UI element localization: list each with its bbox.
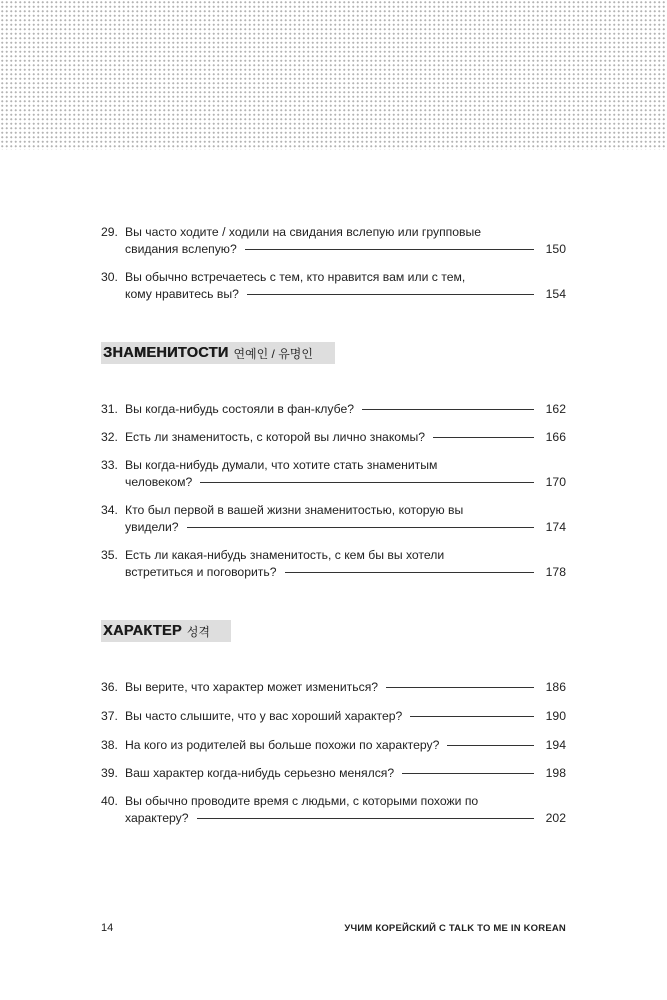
section-header-character <box>101 620 231 642</box>
entry-text-line2: характеру? <box>125 811 189 825</box>
dot-pattern-banner <box>0 0 667 150</box>
entry-page-number: 170 <box>545 475 566 489</box>
toc-entry-36[interactable] <box>101 679 566 696</box>
toc-entry-38[interactable] <box>101 737 566 754</box>
entry-number: 32. <box>101 430 118 444</box>
entry-text-line2: встретиться и поговорить? <box>125 565 277 579</box>
dot-leader <box>197 818 535 819</box>
entry-text: Ваш характер когда-нибудь серьезно менялся? <box>125 766 395 780</box>
entry-page-number: 194 <box>545 738 566 752</box>
entry-page-number: 186 <box>545 680 566 694</box>
section-title-ko: 성격 <box>186 624 211 639</box>
entry-page-number: 190 <box>545 709 566 723</box>
entry-text-line1: Кто был первой в вашей жизни знаменитостью, которую вы <box>125 503 464 517</box>
footer-page-number: 14 <box>101 922 114 934</box>
entry-page-number: 162 <box>545 402 566 416</box>
dot-leader <box>247 294 534 295</box>
entry-text-line2: свидания вслепую? <box>125 242 237 256</box>
entry-number: 31. <box>101 402 118 416</box>
entry-text-line1: Вы когда-нибудь думали, что хотите стать знаменитым <box>125 458 438 472</box>
dot-leader <box>433 437 534 438</box>
dot-leader <box>362 409 534 410</box>
entry-page-number: 174 <box>545 520 566 534</box>
entry-text: Вы часто слышите, что у вас хороший характер? <box>125 709 403 723</box>
entry-text-line2: кому нравитесь вы? <box>125 287 239 301</box>
entry-number: 40. <box>101 794 118 808</box>
entry-text-line1: Есть ли какая-нибудь знаменитость, с кем бы вы хотели <box>125 548 445 562</box>
dot-leader <box>200 482 534 483</box>
entry-number: 38. <box>101 738 118 752</box>
toc-entry-32[interactable] <box>101 429 566 446</box>
toc-entry-40[interactable] <box>101 793 566 827</box>
toc-entry-35[interactable] <box>101 547 566 581</box>
toc-entry-33[interactable] <box>101 457 566 491</box>
entry-text-line1: Вы обычно встречаетесь с тем, кто нравится вам или с тем, <box>125 270 466 284</box>
section-title-ru: ХАРАКТЕР <box>103 623 182 639</box>
entry-text: На кого из родителей вы больше похожи по характеру? <box>125 738 440 752</box>
toc-entry-37[interactable] <box>101 708 566 725</box>
entry-number: 39. <box>101 766 118 780</box>
entry-text: Вы когда-нибудь состояли в фан-клубе? <box>125 402 355 416</box>
entry-text-line2: человеком? <box>125 475 193 489</box>
section-title-ko: 연예인 / 유명인 <box>233 346 313 361</box>
entry-number: 33. <box>101 458 118 472</box>
entry-number: 30. <box>101 270 118 284</box>
entry-number: 37. <box>101 709 118 723</box>
entry-text: Есть ли знаменитость, с которой вы лично знакомы? <box>125 430 425 444</box>
entry-number: 29. <box>101 225 118 239</box>
toc-entry-34[interactable] <box>101 502 566 536</box>
dot-leader <box>410 716 534 717</box>
entry-number: 34. <box>101 503 118 517</box>
dot-leader <box>187 527 534 528</box>
dot-leader <box>386 687 534 688</box>
toc-entry-30[interactable] <box>101 269 566 303</box>
entry-page-number: 166 <box>545 430 566 444</box>
toc-entry-31[interactable] <box>101 401 566 418</box>
entry-number: 35. <box>101 548 118 562</box>
entry-page-number: 150 <box>545 242 566 256</box>
toc-entry-39[interactable] <box>101 765 566 782</box>
toc-entry-29[interactable] <box>101 224 566 258</box>
dot-leader <box>447 745 534 746</box>
entry-number: 36. <box>101 680 118 694</box>
entry-page-number: 154 <box>545 287 566 301</box>
entry-text-line1: Вы обычно проводите время с людьми, с которыми похожи по <box>125 794 479 808</box>
entry-page-number: 198 <box>545 766 566 780</box>
entry-text: Вы верите, что характер может измениться? <box>125 680 379 694</box>
entry-page-number: 178 <box>545 565 566 579</box>
dot-leader <box>402 773 534 774</box>
entry-text-line1: Вы часто ходите / ходили на свидания вслепую или групповые <box>125 225 482 239</box>
entry-page-number: 202 <box>545 811 566 825</box>
dot-leader <box>285 572 534 573</box>
footer-book-title: УЧИМ КОРЕЙСКИЙ С TALK TO ME IN KOREAN <box>344 923 566 934</box>
section-title-ru: ЗНАМЕНИТОСТИ <box>103 345 229 361</box>
section-header-celebrities <box>101 342 335 364</box>
dot-leader <box>245 249 534 250</box>
entry-text-line2: увидели? <box>125 520 179 534</box>
